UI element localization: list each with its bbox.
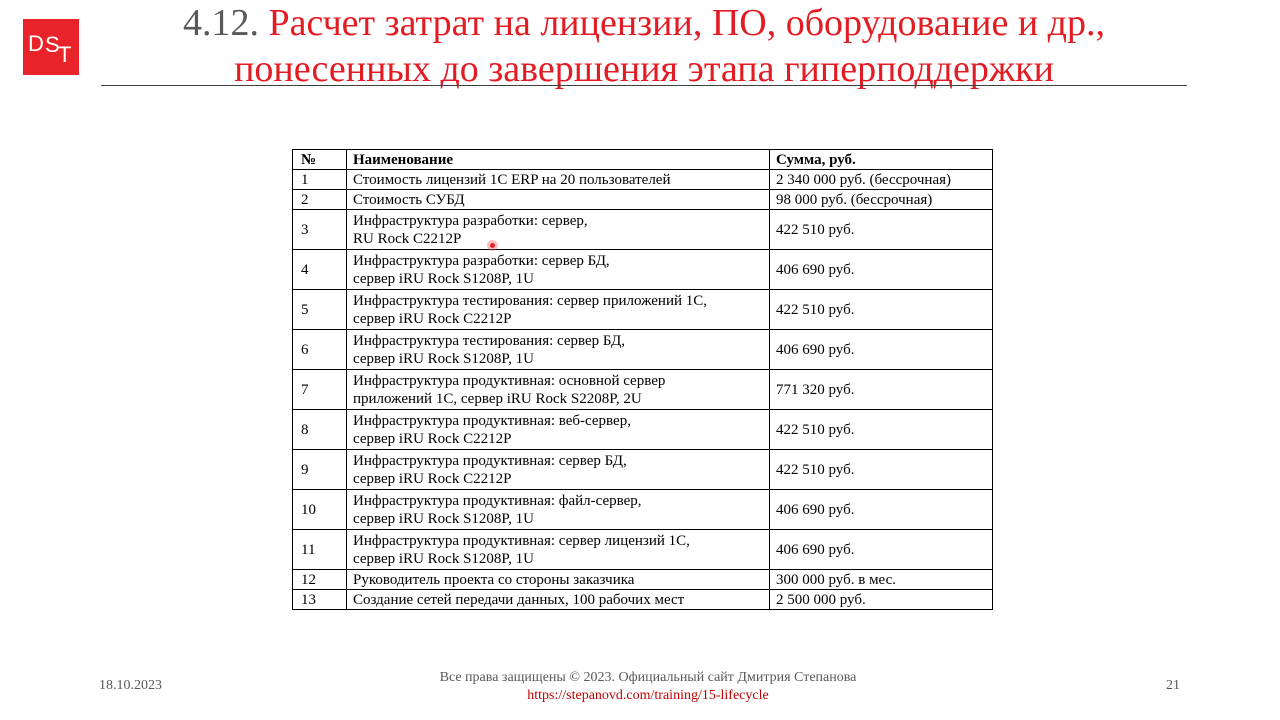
row-sum: 98 000 руб. (бессрочная) (770, 190, 993, 210)
table-row (293, 450, 993, 490)
row-sum: 422 510 руб. (770, 450, 993, 490)
footer-link[interactable]: https://stepanovd.com/training/15-lifecycle (527, 688, 769, 703)
pointer-cursor (487, 240, 498, 251)
row-name-line-1: Инфраструктура продуктивная: сервер БД, (353, 453, 627, 469)
table-row (293, 370, 993, 410)
title-divider (101, 85, 1187, 86)
row-name-line-1: Инфраструктура продуктивная: файл-сервер, (353, 493, 642, 509)
row-sum: 422 510 руб. (770, 210, 993, 250)
dst-logo (23, 19, 79, 75)
row-sum: 2 340 000 руб. (бессрочная) (770, 170, 993, 190)
row-num: 13 (293, 590, 347, 610)
row-name-line-1: Стоимость СУБД (353, 192, 465, 208)
row-num: 4 (293, 250, 347, 290)
row-name (347, 170, 770, 190)
footer-copyright-block (348, 669, 948, 705)
row-name-line-2: приложений 1С, сервер iRU Rock S2208P, 2U (353, 391, 642, 407)
row-name (347, 590, 770, 610)
slide-title (100, 0, 1188, 92)
row-num: 10 (293, 490, 347, 530)
row-num: 6 (293, 330, 347, 370)
page-number: 21 (1166, 678, 1180, 693)
row-name-line-1: Инфраструктура продуктивная: основной сервер (353, 373, 666, 389)
logo-letter-d: D (28, 31, 44, 56)
row-name-line-1: Инфраструктура продуктивная: веб-сервер, (353, 413, 631, 429)
row-name-line-1: Стоимость лицензий 1С ERP на 20 пользователей (353, 172, 671, 188)
table-row (293, 330, 993, 370)
row-num: 12 (293, 570, 347, 590)
row-num: 8 (293, 410, 347, 450)
title-line-1 (100, 0, 1188, 46)
row-name-line-2: сервер iRU Rock S1208P, 1U (353, 271, 534, 287)
cost-table (292, 149, 993, 610)
row-sum: 300 000 руб. в мес. (770, 570, 993, 590)
row-name-line-1: Инфраструктура тестирования: сервер приложений 1С, (353, 293, 708, 309)
row-sum: 406 690 руб. (770, 530, 993, 570)
row-name-line-1: Создание сетей передачи данных, 100 рабочих мест (353, 592, 685, 608)
title-text-line-1: Расчет затрат на лицензии, ПО, оборудование и др., (268, 2, 1106, 44)
table-row (293, 570, 993, 590)
row-sum: 2 500 000 руб. (770, 590, 993, 610)
title-text-line-2: понесенных до завершения этапа гиперподдержки (234, 48, 1054, 90)
title-number: 4.12. (182, 2, 259, 44)
logo-letter-t: T (58, 42, 72, 67)
row-sum: 406 690 руб. (770, 250, 993, 290)
row-name-line-2: сервер iRU Rock S1208P, 1U (353, 351, 534, 367)
table-header-row (293, 150, 993, 170)
row-name-line-2: RU Rock C2212P (353, 231, 462, 247)
table-row (293, 210, 993, 250)
header-sum: Сумма, руб. (770, 150, 993, 170)
row-name-line-2: сервер iRU Rock S1208P, 1U (353, 511, 534, 527)
row-num: 5 (293, 290, 347, 330)
header-num: № (293, 150, 347, 170)
row-name-line-2: сервер iRU Rock S1208P, 1U (353, 551, 534, 567)
row-name (347, 330, 770, 370)
row-num: 7 (293, 370, 347, 410)
row-name (347, 450, 770, 490)
row-name (347, 290, 770, 330)
row-num: 1 (293, 170, 347, 190)
row-sum: 422 510 руб. (770, 410, 993, 450)
row-name (347, 370, 770, 410)
row-name (347, 210, 770, 250)
row-name (347, 530, 770, 570)
row-name-line-1: Инфраструктура разработки: сервер, (353, 213, 588, 229)
table-body (293, 170, 993, 610)
row-name (347, 570, 770, 590)
table-row (293, 490, 993, 530)
row-name-line-1: Руководитель проекта со стороны заказчика (353, 572, 635, 588)
footer-copyright: Все права защищены © 2023. Официальный сайт Дмитрия Степанова (439, 670, 857, 685)
row-sum: 422 510 руб. (770, 290, 993, 330)
row-name-line-1: Инфраструктура продуктивная: сервер лицензий 1С, (353, 533, 690, 549)
row-name-line-1: Инфраструктура тестирования: сервер БД, (353, 333, 625, 349)
table-row (293, 250, 993, 290)
row-name (347, 410, 770, 450)
footer-date: 18.10.2023 (99, 678, 162, 693)
row-name (347, 190, 770, 210)
dst-logo-mark (23, 19, 79, 75)
row-num: 9 (293, 450, 347, 490)
row-name (347, 490, 770, 530)
table-row (293, 530, 993, 570)
row-name-line-2: сервер iRU Rock C2212P (353, 431, 512, 447)
row-sum: 406 690 руб. (770, 490, 993, 530)
row-sum: 406 690 руб. (770, 330, 993, 370)
header-name: Наименование (347, 150, 770, 170)
row-name-line-2: сервер iRU Rock C2212P (353, 471, 512, 487)
table-row (293, 590, 993, 610)
table-row (293, 410, 993, 450)
logo-letter-s: S (45, 32, 60, 57)
table-row (293, 170, 993, 190)
row-num: 3 (293, 210, 347, 250)
row-num: 2 (293, 190, 347, 210)
table-row (293, 290, 993, 330)
row-sum: 771 320 руб. (770, 370, 993, 410)
row-name-line-2: сервер iRU Rock C2212P (353, 311, 512, 327)
row-num: 11 (293, 530, 347, 570)
table-row (293, 190, 993, 210)
row-name (347, 250, 770, 290)
row-name-line-1: Инфраструктура разработки: сервер БД, (353, 253, 610, 269)
